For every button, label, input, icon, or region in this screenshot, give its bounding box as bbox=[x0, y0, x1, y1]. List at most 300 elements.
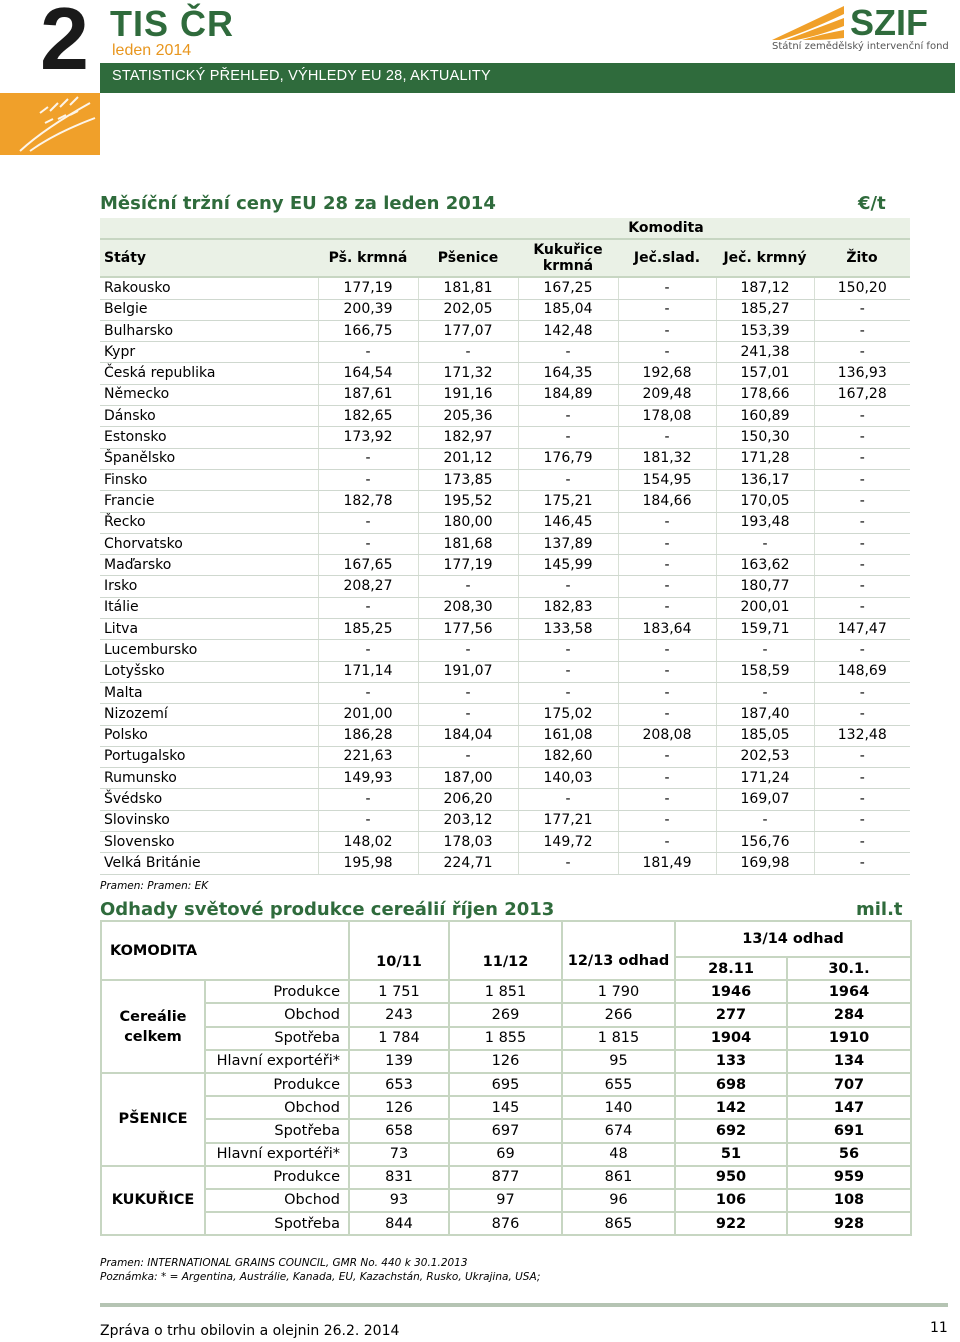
column-header: 13/14 odhad bbox=[675, 921, 911, 957]
price-cell: 181,68 bbox=[418, 533, 518, 554]
price-cell: 205,36 bbox=[418, 406, 518, 427]
price-cell: 209,48 bbox=[618, 384, 716, 405]
value-cell: 691 bbox=[787, 1119, 911, 1142]
metric-label: Obchod bbox=[205, 1096, 349, 1119]
price-cell: 184,04 bbox=[418, 725, 518, 746]
value-cell: 140 bbox=[562, 1096, 675, 1119]
column-header: Státy bbox=[100, 239, 318, 277]
price-cell: 241,38 bbox=[716, 342, 814, 363]
value-cell: 1910 bbox=[787, 1027, 911, 1050]
price-cell: - bbox=[318, 533, 418, 554]
column-header: Ječ.slad. bbox=[618, 239, 716, 277]
value-cell: 865 bbox=[562, 1212, 675, 1235]
table-row bbox=[100, 704, 910, 725]
price-cell: 177,21 bbox=[518, 810, 618, 831]
price-cell: - bbox=[618, 512, 716, 533]
price-cell: - bbox=[814, 768, 910, 789]
price-cell: 156,76 bbox=[716, 832, 814, 853]
value-cell: 1 851 bbox=[449, 980, 562, 1003]
prices-table-body bbox=[100, 277, 910, 874]
price-cell: - bbox=[618, 342, 716, 363]
price-cell: 195,52 bbox=[418, 491, 518, 512]
value-cell: 51 bbox=[675, 1143, 787, 1166]
prices-title: Měsíční tržní ceny EU 28 za leden 2014 bbox=[100, 193, 496, 214]
table-row bbox=[100, 469, 910, 490]
table-row bbox=[100, 832, 910, 853]
metric-label: Spotřeba bbox=[205, 1212, 349, 1235]
price-cell: 137,89 bbox=[518, 533, 618, 554]
price-cell: - bbox=[418, 682, 518, 703]
price-cell: 187,40 bbox=[716, 704, 814, 725]
price-cell: - bbox=[618, 682, 716, 703]
table-row bbox=[100, 853, 910, 874]
table-row bbox=[100, 427, 910, 448]
column-header: Žito bbox=[814, 239, 910, 277]
production-title: Odhady světové produkce cereálií říjen 2013 bbox=[100, 899, 555, 920]
price-cell: 171,28 bbox=[716, 448, 814, 469]
price-cell: 170,05 bbox=[716, 491, 814, 512]
country-cell: Litva bbox=[100, 619, 318, 640]
price-cell: 175,21 bbox=[518, 491, 618, 512]
price-cell: - bbox=[618, 576, 716, 597]
value-cell: 69 bbox=[449, 1143, 562, 1166]
production-note: Poznámka: * = Argentina, Austrálie, Kanada, EU, Kazachstán, Rusko, Ukrajina, USA; bbox=[100, 1271, 541, 1283]
price-cell: 178,66 bbox=[716, 384, 814, 405]
price-cell: - bbox=[318, 512, 418, 533]
table-row bbox=[100, 491, 910, 512]
value-cell: 97 bbox=[449, 1189, 562, 1212]
price-cell: - bbox=[518, 640, 618, 661]
price-cell: - bbox=[418, 342, 518, 363]
price-cell: 201,00 bbox=[318, 704, 418, 725]
value-cell: 134 bbox=[787, 1050, 911, 1073]
price-cell: - bbox=[418, 640, 518, 661]
value-cell: 269 bbox=[449, 1003, 562, 1026]
value-cell: 142 bbox=[675, 1096, 787, 1119]
table-row bbox=[100, 342, 910, 363]
table-row bbox=[100, 406, 910, 427]
price-cell: 182,78 bbox=[318, 491, 418, 512]
price-cell: - bbox=[814, 789, 910, 810]
table-row bbox=[100, 768, 910, 789]
price-cell: - bbox=[618, 661, 716, 682]
production-source: Pramen: INTERNATIONAL GRAINS COUNCIL, GMR No. 440 k 30.1.2013 bbox=[100, 1257, 468, 1269]
price-cell: 202,05 bbox=[418, 299, 518, 320]
price-cell: 182,97 bbox=[418, 427, 518, 448]
table-row bbox=[100, 619, 910, 640]
price-cell: 136,93 bbox=[814, 363, 910, 384]
price-cell: - bbox=[618, 768, 716, 789]
table-row bbox=[101, 1166, 911, 1189]
price-cell: 202,53 bbox=[716, 746, 814, 767]
table-row bbox=[100, 320, 910, 341]
price-cell: 173,85 bbox=[418, 469, 518, 490]
price-cell: - bbox=[814, 640, 910, 661]
column-header: 12/13 odhad bbox=[562, 921, 675, 980]
price-cell: - bbox=[618, 555, 716, 576]
commodity-group-header: Komodita bbox=[518, 218, 814, 239]
value-cell: 1 815 bbox=[562, 1027, 675, 1050]
price-cell: 200,39 bbox=[318, 299, 418, 320]
country-cell: Řecko bbox=[100, 512, 318, 533]
country-cell: Portugalsko bbox=[100, 746, 318, 767]
table-row bbox=[100, 277, 910, 299]
price-cell: 171,14 bbox=[318, 661, 418, 682]
table-row bbox=[100, 682, 910, 703]
price-cell: 142,48 bbox=[518, 320, 618, 341]
value-cell: 266 bbox=[562, 1003, 675, 1026]
price-cell: - bbox=[618, 789, 716, 810]
price-cell: - bbox=[814, 512, 910, 533]
value-cell: 698 bbox=[675, 1073, 787, 1096]
price-cell: 150,30 bbox=[716, 427, 814, 448]
price-cell: 177,07 bbox=[418, 320, 518, 341]
price-cell: 153,39 bbox=[716, 320, 814, 341]
price-cell: 133,58 bbox=[518, 619, 618, 640]
price-cell: 182,83 bbox=[518, 597, 618, 618]
price-cell: 185,25 bbox=[318, 619, 418, 640]
price-cell: - bbox=[814, 810, 910, 831]
price-cell: - bbox=[716, 533, 814, 554]
country-cell: Slovensko bbox=[100, 832, 318, 853]
value-cell: 73 bbox=[349, 1143, 449, 1166]
country-cell: Belgie bbox=[100, 299, 318, 320]
metric-label: Hlavní exportéři* bbox=[205, 1143, 349, 1166]
price-cell: 177,56 bbox=[418, 619, 518, 640]
country-cell: Itálie bbox=[100, 597, 318, 618]
price-cell: - bbox=[618, 597, 716, 618]
table-row bbox=[101, 1212, 911, 1235]
prices-unit: €/t bbox=[858, 193, 886, 214]
metric-label: Produkce bbox=[205, 980, 349, 1003]
price-cell: - bbox=[518, 682, 618, 703]
price-cell: 173,92 bbox=[318, 427, 418, 448]
country-cell: Estonsko bbox=[100, 427, 318, 448]
table-row bbox=[101, 1119, 911, 1142]
footer-text: Zpráva o trhu obilovin a olejnin 26.2. 2014 bbox=[100, 1323, 400, 1339]
value-cell: 928 bbox=[787, 1212, 911, 1235]
country-cell: Nizozemí bbox=[100, 704, 318, 725]
price-cell: - bbox=[814, 597, 910, 618]
country-cell: Česká republika bbox=[100, 363, 318, 384]
table-row bbox=[100, 725, 910, 746]
value-cell: 1904 bbox=[675, 1027, 787, 1050]
country-cell: Lotyšsko bbox=[100, 661, 318, 682]
wheat-icon bbox=[0, 93, 100, 155]
price-cell: - bbox=[618, 832, 716, 853]
table-row bbox=[101, 1143, 911, 1166]
value-cell: 876 bbox=[449, 1212, 562, 1235]
price-cell: - bbox=[814, 832, 910, 853]
value-cell: 655 bbox=[562, 1073, 675, 1096]
price-cell: 147,47 bbox=[814, 619, 910, 640]
price-cell: 184,66 bbox=[618, 491, 716, 512]
price-cell: - bbox=[814, 491, 910, 512]
price-cell: - bbox=[518, 427, 618, 448]
price-cell: 166,75 bbox=[318, 320, 418, 341]
price-cell: 180,00 bbox=[418, 512, 518, 533]
metric-label: Produkce bbox=[205, 1166, 349, 1189]
column-header: 11/12 bbox=[449, 921, 562, 980]
price-cell: - bbox=[418, 576, 518, 597]
issue-number: 2 bbox=[40, 0, 89, 88]
price-cell: - bbox=[814, 406, 910, 427]
price-cell: 195,98 bbox=[318, 853, 418, 874]
price-cell: - bbox=[418, 746, 518, 767]
value-cell: 133 bbox=[675, 1050, 787, 1073]
price-cell: 206,20 bbox=[418, 789, 518, 810]
price-cell: 163,62 bbox=[716, 555, 814, 576]
price-cell: - bbox=[814, 533, 910, 554]
table-row bbox=[100, 576, 910, 597]
price-cell: - bbox=[518, 342, 618, 363]
table-row bbox=[100, 789, 910, 810]
country-cell: Francie bbox=[100, 491, 318, 512]
metric-label: Produkce bbox=[205, 1073, 349, 1096]
country-cell: Irsko bbox=[100, 576, 318, 597]
price-cell: - bbox=[518, 576, 618, 597]
price-cell: 132,48 bbox=[814, 725, 910, 746]
table-row bbox=[101, 1003, 911, 1026]
value-cell: 653 bbox=[349, 1073, 449, 1096]
price-cell: 136,17 bbox=[716, 469, 814, 490]
price-cell: - bbox=[814, 342, 910, 363]
value-cell: 277 bbox=[675, 1003, 787, 1026]
value-cell: 106 bbox=[675, 1189, 787, 1212]
value-cell: 1 855 bbox=[449, 1027, 562, 1050]
country-cell: Dánsko bbox=[100, 406, 318, 427]
price-cell: - bbox=[618, 533, 716, 554]
value-cell: 697 bbox=[449, 1119, 562, 1142]
price-cell: 203,12 bbox=[418, 810, 518, 831]
price-cell: - bbox=[814, 448, 910, 469]
price-cell: - bbox=[618, 640, 716, 661]
column-header: 10/11 bbox=[349, 921, 449, 980]
value-cell: 695 bbox=[449, 1073, 562, 1096]
price-cell: - bbox=[318, 342, 418, 363]
column-header: Kukuřice krmná bbox=[518, 239, 618, 277]
price-cell: 193,48 bbox=[716, 512, 814, 533]
value-cell: 1 790 bbox=[562, 980, 675, 1003]
value-cell: 844 bbox=[349, 1212, 449, 1235]
price-cell: - bbox=[618, 810, 716, 831]
table-row bbox=[100, 746, 910, 767]
table-row bbox=[100, 512, 910, 533]
price-cell: - bbox=[318, 789, 418, 810]
value-cell: 1 784 bbox=[349, 1027, 449, 1050]
commodity-group: KUKUŘICE bbox=[101, 1166, 205, 1236]
price-cell: 185,27 bbox=[716, 299, 814, 320]
price-cell: 191,16 bbox=[418, 384, 518, 405]
table-row bbox=[101, 1096, 911, 1119]
price-cell: 178,03 bbox=[418, 832, 518, 853]
price-cell: 167,65 bbox=[318, 555, 418, 576]
value-cell: 243 bbox=[349, 1003, 449, 1026]
price-cell: - bbox=[814, 299, 910, 320]
table-row bbox=[101, 980, 911, 1003]
price-cell: 169,98 bbox=[716, 853, 814, 874]
metric-label: Obchod bbox=[205, 1189, 349, 1212]
table-row bbox=[100, 533, 910, 554]
price-cell: 167,25 bbox=[518, 277, 618, 299]
price-cell: 154,95 bbox=[618, 469, 716, 490]
price-cell: - bbox=[318, 682, 418, 703]
column-header: Pš. krmná bbox=[318, 239, 418, 277]
price-cell: 164,35 bbox=[518, 363, 618, 384]
price-cell: 161,08 bbox=[518, 725, 618, 746]
header-subtitle: STATISTICKÝ PŘEHLED, VÝHLEDY EU 28, AKTUALITY bbox=[112, 68, 491, 84]
price-cell: 208,08 bbox=[618, 725, 716, 746]
country-cell: Maďarsko bbox=[100, 555, 318, 576]
price-cell: - bbox=[814, 746, 910, 767]
price-cell: - bbox=[418, 704, 518, 725]
production-table-body bbox=[101, 980, 911, 1235]
price-cell: - bbox=[618, 299, 716, 320]
price-cell: 186,28 bbox=[318, 725, 418, 746]
price-cell: 148,69 bbox=[814, 661, 910, 682]
price-cell: 187,61 bbox=[318, 384, 418, 405]
country-cell: Rumunsko bbox=[100, 768, 318, 789]
country-cell: Slovinsko bbox=[100, 810, 318, 831]
table-row bbox=[100, 661, 910, 682]
table-row bbox=[101, 1189, 911, 1212]
price-cell: 157,01 bbox=[716, 363, 814, 384]
price-cell: 169,07 bbox=[716, 789, 814, 810]
price-cell: - bbox=[518, 661, 618, 682]
table-row bbox=[101, 1073, 911, 1096]
price-cell: 146,45 bbox=[518, 512, 618, 533]
country-cell: Malta bbox=[100, 682, 318, 703]
value-cell: 959 bbox=[787, 1166, 911, 1189]
value-cell: 674 bbox=[562, 1119, 675, 1142]
column-header: Ječ. krmný bbox=[716, 239, 814, 277]
table-row bbox=[100, 448, 910, 469]
price-cell: 191,07 bbox=[418, 661, 518, 682]
price-cell: 181,81 bbox=[418, 277, 518, 299]
value-cell: 126 bbox=[449, 1050, 562, 1073]
price-cell: 181,49 bbox=[618, 853, 716, 874]
price-cell: - bbox=[814, 576, 910, 597]
value-cell: 877 bbox=[449, 1166, 562, 1189]
price-cell: - bbox=[318, 597, 418, 618]
price-cell: - bbox=[716, 810, 814, 831]
price-cell: 164,54 bbox=[318, 363, 418, 384]
price-cell: 148,02 bbox=[318, 832, 418, 853]
value-cell: 96 bbox=[562, 1189, 675, 1212]
price-cell: 181,32 bbox=[618, 448, 716, 469]
value-cell: 707 bbox=[787, 1073, 911, 1096]
table-row bbox=[100, 597, 910, 618]
szif-logo-text: SZIF bbox=[850, 2, 928, 43]
price-cell: 159,71 bbox=[716, 619, 814, 640]
prices-table bbox=[100, 218, 910, 875]
price-cell: 182,60 bbox=[518, 746, 618, 767]
price-cell: 149,72 bbox=[518, 832, 618, 853]
value-cell: 284 bbox=[787, 1003, 911, 1026]
value-cell: 861 bbox=[562, 1166, 675, 1189]
price-cell: 175,02 bbox=[518, 704, 618, 725]
price-cell: - bbox=[814, 427, 910, 448]
price-cell: - bbox=[814, 469, 910, 490]
value-cell: 1 751 bbox=[349, 980, 449, 1003]
table-row bbox=[100, 384, 910, 405]
footer-divider bbox=[100, 1303, 948, 1307]
price-cell: - bbox=[716, 682, 814, 703]
table-row bbox=[100, 299, 910, 320]
value-cell: 831 bbox=[349, 1166, 449, 1189]
price-cell: 183,64 bbox=[618, 619, 716, 640]
price-cell: - bbox=[716, 640, 814, 661]
price-cell: - bbox=[618, 746, 716, 767]
value-cell: 95 bbox=[562, 1050, 675, 1073]
table-row bbox=[100, 555, 910, 576]
price-cell: 187,00 bbox=[418, 768, 518, 789]
price-cell: 201,12 bbox=[418, 448, 518, 469]
price-cell: 160,89 bbox=[716, 406, 814, 427]
value-cell: 692 bbox=[675, 1119, 787, 1142]
price-cell: 221,63 bbox=[318, 746, 418, 767]
komodita-header: KOMODITA bbox=[101, 921, 349, 980]
price-cell: - bbox=[618, 320, 716, 341]
price-cell: 158,59 bbox=[716, 661, 814, 682]
table-row bbox=[100, 640, 910, 661]
country-cell: Chorvatsko bbox=[100, 533, 318, 554]
price-cell: 177,19 bbox=[418, 555, 518, 576]
price-cell: 185,04 bbox=[518, 299, 618, 320]
price-cell: 149,93 bbox=[318, 768, 418, 789]
prices-source: Pramen: Pramen: EK bbox=[100, 880, 209, 892]
price-cell: 184,89 bbox=[518, 384, 618, 405]
value-cell: 658 bbox=[349, 1119, 449, 1142]
value-cell: 108 bbox=[787, 1189, 911, 1212]
country-cell: Rakousko bbox=[100, 277, 318, 299]
metric-label: Hlavní exportéři* bbox=[205, 1050, 349, 1073]
price-cell: - bbox=[814, 320, 910, 341]
value-cell: 93 bbox=[349, 1189, 449, 1212]
commodity-group: Cereálie celkem bbox=[101, 980, 205, 1073]
country-cell: Velká Británie bbox=[100, 853, 318, 874]
price-cell: 187,12 bbox=[716, 277, 814, 299]
brand-title: TIS ČR bbox=[110, 3, 235, 44]
price-cell: - bbox=[318, 448, 418, 469]
szif-logo-subtitle: Státní zemědělský intervenční fond bbox=[772, 41, 949, 52]
column-header: 30.1. bbox=[787, 957, 911, 980]
price-cell: 200,01 bbox=[716, 597, 814, 618]
issue-month: leden 2014 bbox=[112, 42, 192, 59]
price-cell: 177,19 bbox=[318, 277, 418, 299]
value-cell: 48 bbox=[562, 1143, 675, 1166]
metric-label: Spotřeba bbox=[205, 1027, 349, 1050]
value-cell: 145 bbox=[449, 1096, 562, 1119]
page-number: 11 bbox=[930, 1320, 948, 1336]
price-cell: 140,03 bbox=[518, 768, 618, 789]
price-cell: 208,27 bbox=[318, 576, 418, 597]
price-cell: - bbox=[318, 640, 418, 661]
country-cell: Kypr bbox=[100, 342, 318, 363]
price-cell: 150,20 bbox=[814, 277, 910, 299]
price-cell: - bbox=[814, 682, 910, 703]
value-cell: 56 bbox=[787, 1143, 911, 1166]
price-cell: 180,77 bbox=[716, 576, 814, 597]
price-cell: - bbox=[814, 704, 910, 725]
value-cell: 1964 bbox=[787, 980, 911, 1003]
price-cell: 171,32 bbox=[418, 363, 518, 384]
country-cell: Španělsko bbox=[100, 448, 318, 469]
price-cell: - bbox=[618, 277, 716, 299]
price-cell: - bbox=[518, 469, 618, 490]
price-cell: - bbox=[814, 555, 910, 576]
country-cell: Německo bbox=[100, 384, 318, 405]
